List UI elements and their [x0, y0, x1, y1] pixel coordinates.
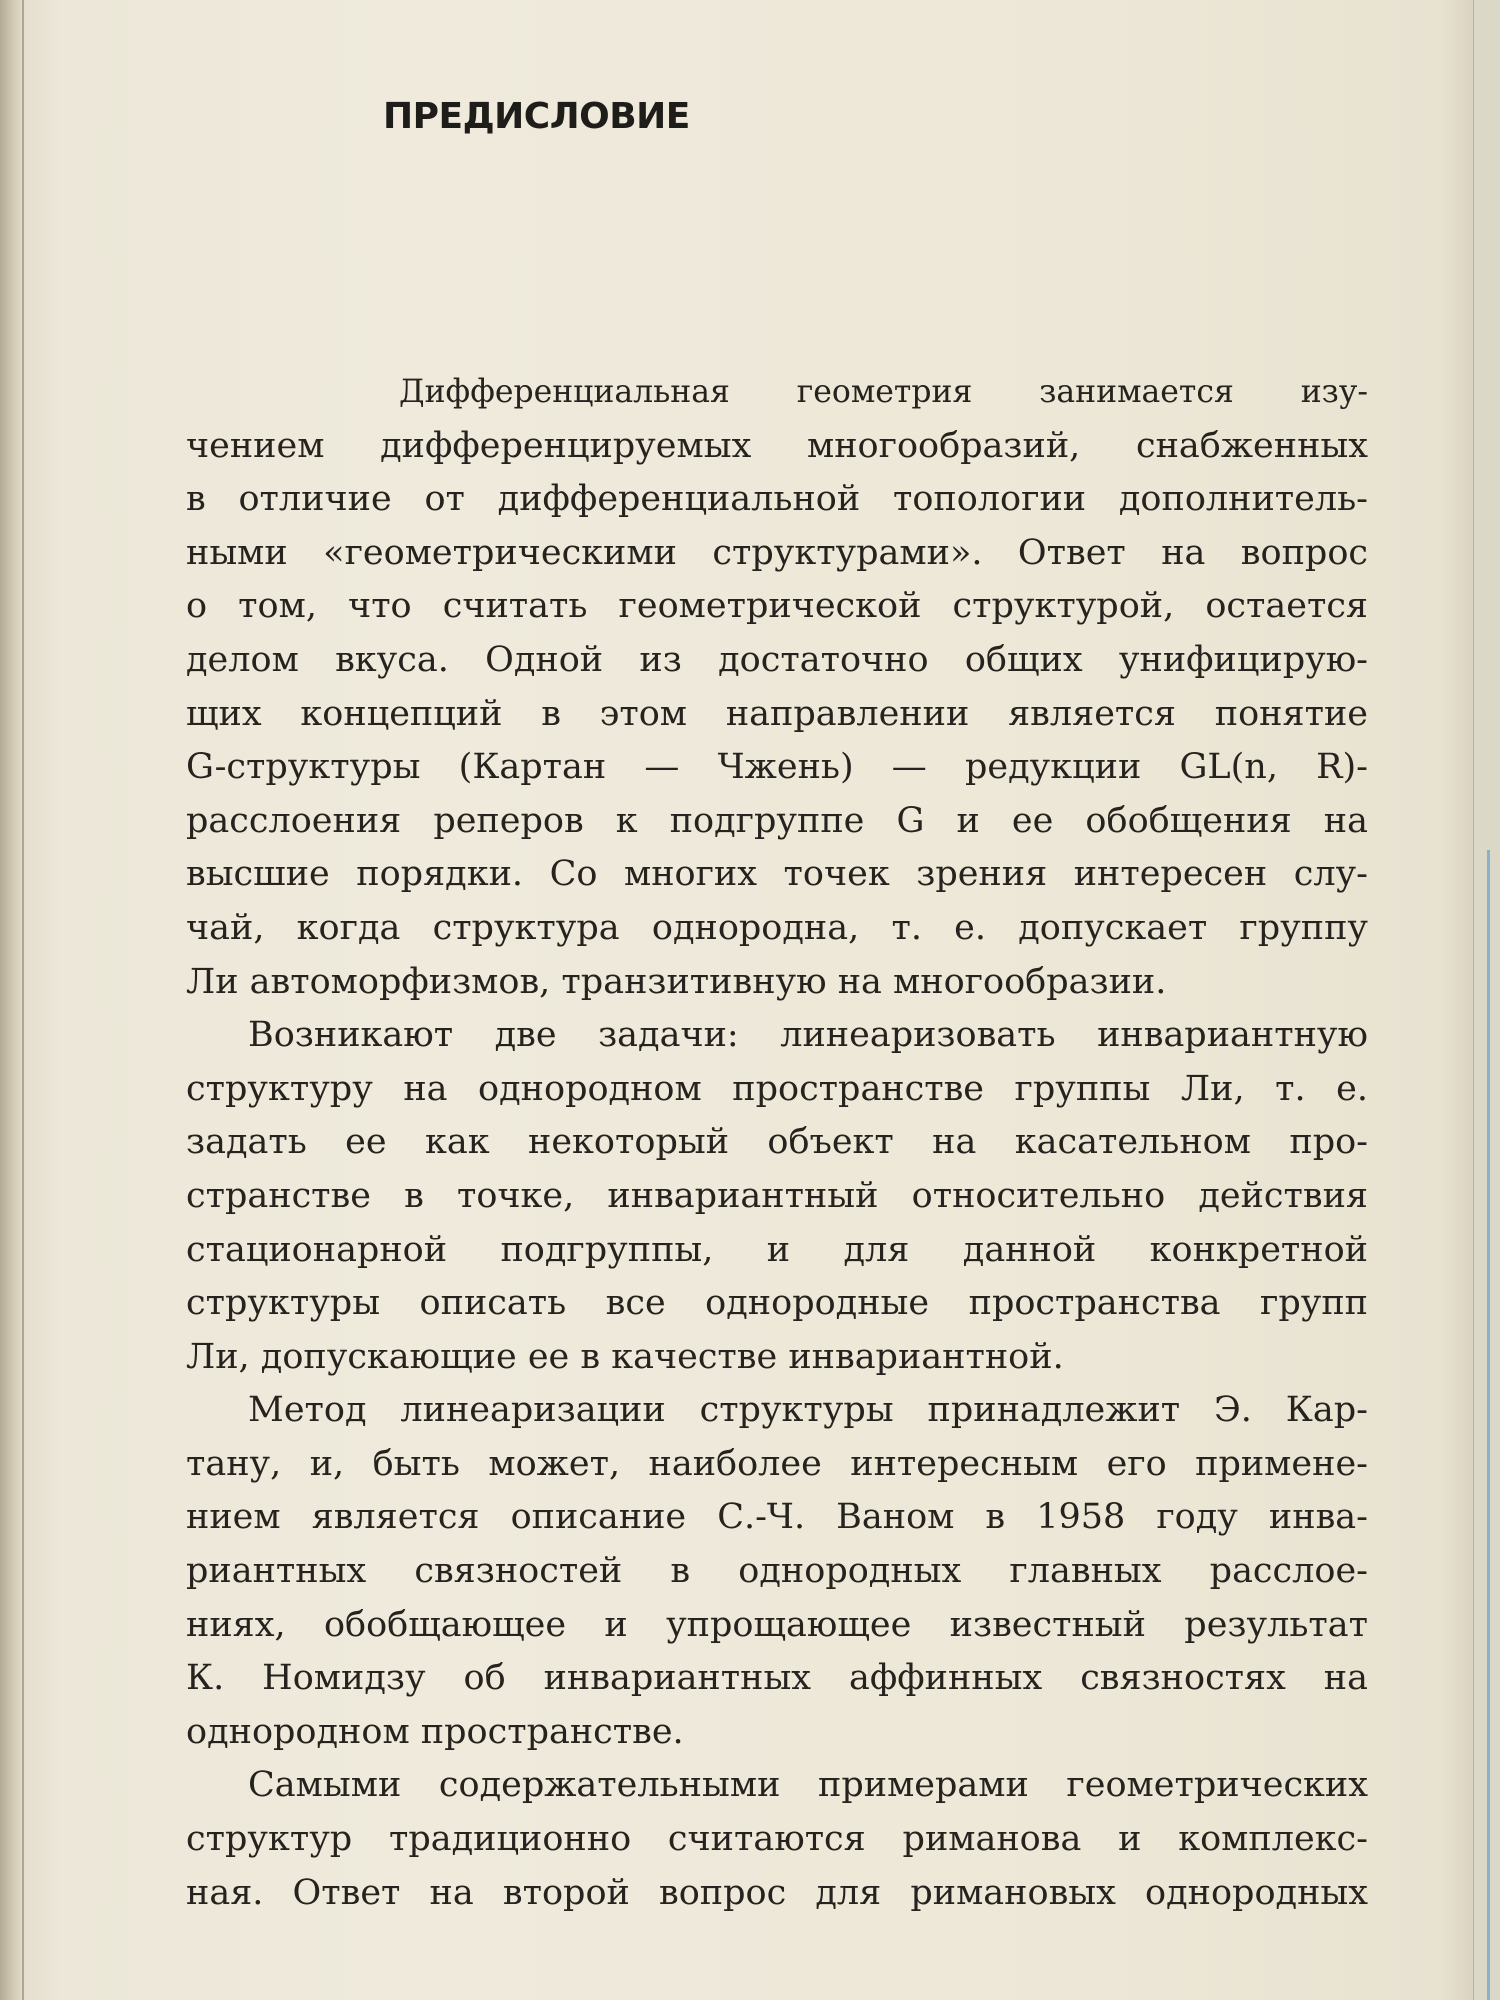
text-line: Самыми содержательными примерами геометрических — [248, 1765, 1368, 1806]
text-line: в отличие от дифференциальной топологии дополнитель- — [186, 479, 1368, 520]
text-line: Возникают две задачи: линеаризовать инвариантную — [248, 1015, 1368, 1056]
text-line: странстве в точке, инвариантный относительно действия — [186, 1175, 1368, 1216]
text-line: делом вкуса. Одной из достаточно общих унифицирую- — [186, 639, 1368, 680]
text-line: чай, когда структура однородна, т. е. допускает группу — [186, 907, 1368, 948]
page-heading: ПРЕДИСЛОВИЕ — [383, 96, 690, 137]
text-line: структур традиционно считаются риманова и комплекс- — [186, 1819, 1368, 1860]
text-line: Дифференциальная геометрия занимается изу- — [399, 374, 1368, 410]
text-line: К. Номидзу об инвариантных аффинных связностях на — [186, 1658, 1368, 1699]
text-line: задать ее как некоторый объект на касательном про- — [186, 1122, 1368, 1163]
text-line: чением дифференцируемых многообразий, снабженных — [186, 425, 1368, 466]
text-line: тану, и, быть может, наиболее интересным его примене- — [186, 1443, 1368, 1484]
text-line: ными «геометрическими структурами». Ответ на вопрос — [186, 532, 1368, 573]
text-line: стационарной подгруппы, и для данной конкретной — [186, 1229, 1368, 1270]
text-line: высшие порядки. Со многих точек зрения интересен слу- — [186, 854, 1368, 895]
text-line: риантных связностей в однородных главных расслое- — [186, 1551, 1368, 1592]
paragraph-2 — [186, 1009, 1368, 1384]
text-line: Ли, допускающие ее в качестве инвариантной. — [186, 1336, 1064, 1377]
text-line: о том, что считать геометрической структурой, остается — [186, 586, 1368, 627]
body-text — [186, 366, 1368, 1920]
text-line: нием является описание С.-Ч. Ваном в 1958 году инва- — [186, 1497, 1368, 1538]
notebook-grid-line — [1487, 850, 1490, 2000]
text-line: ная. Ответ на второй вопрос для римановых однородных — [186, 1872, 1368, 1913]
text-line: щих концепций в этом направлении является понятие — [186, 693, 1368, 734]
text-line: Ли автоморфизмов, транзитивную на многообразии. — [186, 961, 1167, 1002]
text-line: однородном пространстве. — [186, 1711, 684, 1752]
paragraph-3 — [186, 1384, 1368, 1759]
text-line: структуру на однородном пространстве группы Ли, т. е. — [186, 1068, 1368, 1109]
text-line: расслоения реперов к подгруппе G и ее обобщения на — [186, 800, 1368, 841]
paragraph-4 — [186, 1759, 1368, 1920]
text-line: ниях, обобщающее и упрощающее известный результат — [186, 1604, 1368, 1645]
paragraph-1 — [186, 366, 1368, 1009]
text-line: структуры описать все однородные пространства групп — [186, 1283, 1368, 1324]
text-line: Метод линеаризации структуры принадлежит Э. Кар- — [248, 1390, 1368, 1431]
book-spine-shadow — [0, 0, 24, 2000]
text-line: G-структуры (Картан — Чжень) — редукции GL(n, R)- — [186, 747, 1368, 788]
